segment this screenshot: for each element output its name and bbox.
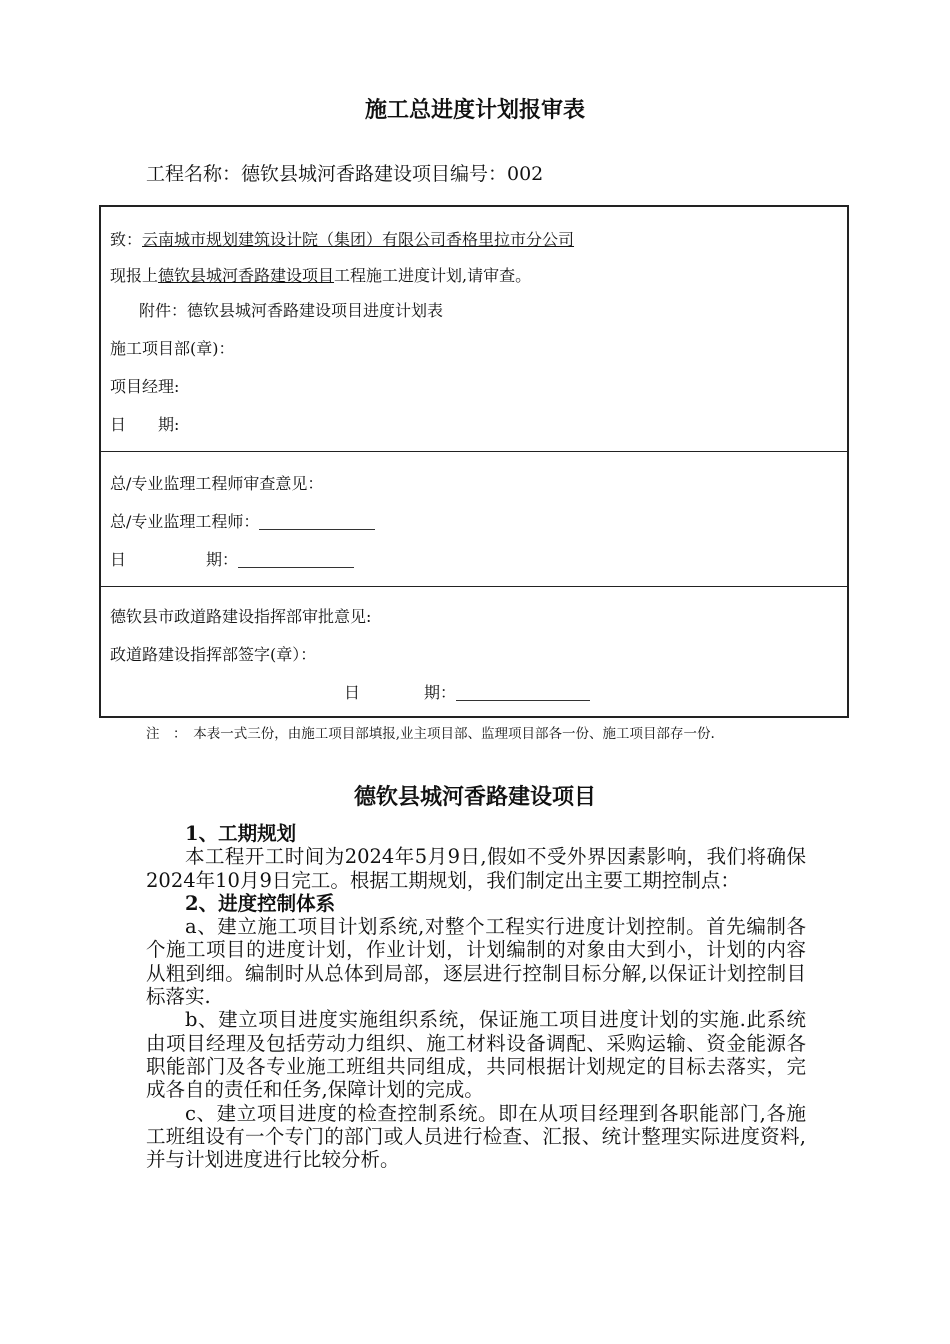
construction-dept-label: 施工项目部(章)： <box>110 339 235 358</box>
report-line <box>110 263 531 286</box>
supervisor-label: 总/专业监理工程师： <box>110 512 260 531</box>
addressee-prefix: 致： <box>110 230 143 249</box>
supervisor-date-line <box>110 547 354 570</box>
supervisor-signature-blank[interactable] <box>259 513 375 530</box>
paragraph-b: b、建立项目进度实施组织系统，保证施工项目进度计划的实施.此系统由项目经理及包括劳动力组织、施工材料设备调配、采购运输、资金能源各职能部门及各专业施工班组共同组成，共同根据计划规定的目标去落实，完成各自的责任和任务,保障计划的完成。 <box>146 1008 806 1102</box>
hq-date-label: 日 期： <box>344 683 457 702</box>
attachment-line: 附件：德钦县城河香路建设项目进度计划表 <box>139 301 444 320</box>
form-section-headquarters <box>101 586 847 718</box>
doc-body <box>146 822 806 1171</box>
section-1-paragraph: 本工程开工时间为2024年5月9日,假如不受外界因素影响，我们将确保2024年10月9日完工。根据工期规划，我们制定出主要工期控制点： <box>146 845 806 892</box>
doc-heading: 德钦县城河香路建设项目 <box>353 784 596 810</box>
addressee-line <box>110 227 574 250</box>
supervisor-date-label: 日 期： <box>110 550 239 569</box>
report-suffix: 工程施工进度计划,请审查。 <box>334 266 532 285</box>
hq-signature-label: 政道路建设指挥部签字(章）： <box>110 645 317 664</box>
hq-date-line <box>344 680 590 703</box>
section-2-title: 2、进度控制体系 <box>185 891 336 915</box>
form-note: 注 ： 本表一式三份，由施工项目部填报,业主项目部、监理项目部各一份、施工项目部存一份. <box>146 726 715 742</box>
addressee-name: 云南城市规划建筑设计院（集团）有限公司香格里拉市分公司 <box>142 230 575 249</box>
project-manager-label: 项目经理: <box>110 377 180 396</box>
form-title: 施工总进度计划报审表 <box>364 97 585 123</box>
report-project-name: 德钦县城河香路建设项目 <box>158 266 335 285</box>
section-1-title: 1、工期规划 <box>185 822 297 845</box>
hq-opinion-label: 德钦县市政道路建设指挥部审批意见: <box>110 607 372 626</box>
supervisor-date-blank[interactable] <box>238 551 354 568</box>
supervisor-signature-line <box>110 509 375 532</box>
paragraph-c: c、建立项目进度的检查控制系统。即在从项目经理到各职能部门,各施工班组设有一个专门的部门或人员进行检查、汇报、统计整理实际进度资料,并与计划进度进行比较分析。 <box>146 1101 806 1172</box>
approval-form-table <box>99 205 849 718</box>
hq-date-blank[interactable] <box>456 684 590 701</box>
paragraph-a: a、建立施工项目计划系统,对整个工程实行进度计划控制。首先编制各个施工项目的进度计划，作业计划，计划编制的对象由大到小，计划的内容从粗到细。编制时从总体到局部，逐层进行控制目标分解,以保证计划控制目标落实. <box>146 915 806 1009</box>
supervisor-opinion-label: 总/专业监理工程师审查意见： <box>110 474 324 493</box>
report-prefix: 现报上 <box>110 266 159 285</box>
report-date-label: 日 期: <box>110 415 180 434</box>
form-section-report <box>101 207 847 452</box>
project-name-line: 工程名称：德钦县城河香路建设项目编号：002 <box>146 163 544 185</box>
form-section-supervisor <box>101 451 847 587</box>
